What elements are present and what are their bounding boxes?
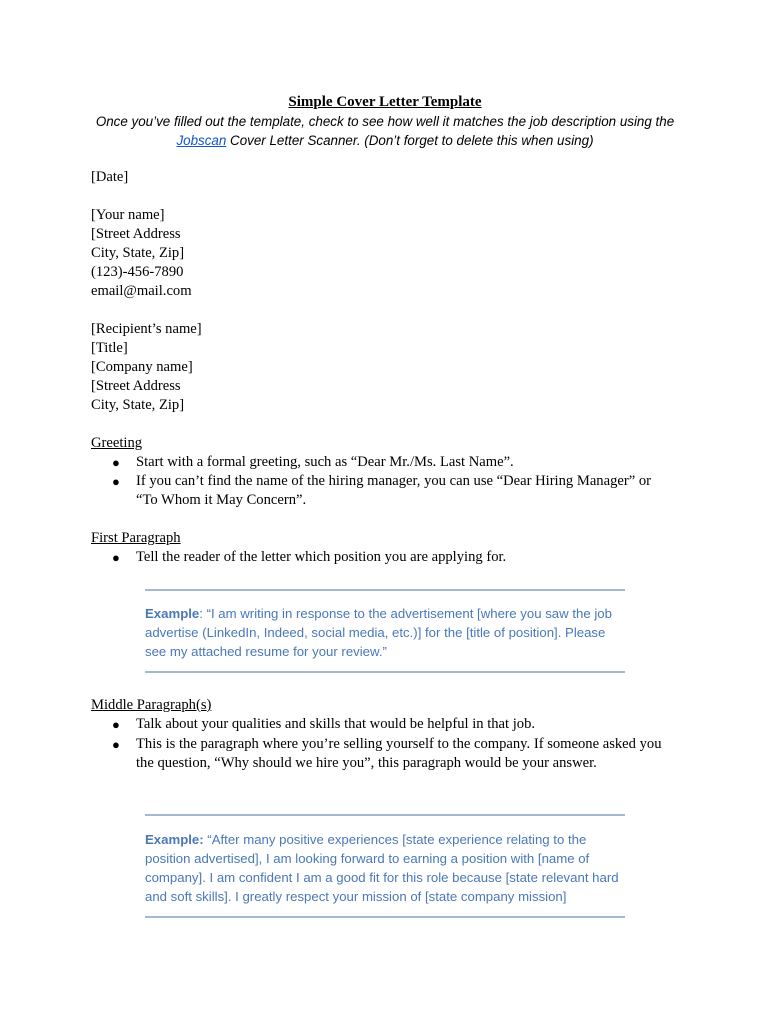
greeting-bullet <box>112 472 672 510</box>
middle-paragraph-heading: Middle Paragraph(s) <box>91 697 212 713</box>
bullet-text: Start with a formal greeting, such as “Dear Mr./Ms. Last Name”. <box>136 454 514 470</box>
instructions-text-1: Once you’ve filled out the template, check to see how well it matches the job description using the <box>95 114 675 129</box>
instructions-text-2: Cover Letter Scanner. (Don’t forget to delete this when using) <box>226 132 594 148</box>
sender-phone: (123)-456-7890 <box>91 264 184 280</box>
bullet-icon: ● <box>112 737 120 752</box>
recipient-title: [Title] <box>91 340 128 356</box>
sender-street: [Street Address <box>91 226 181 242</box>
first-paragraph-bullet <box>112 548 672 567</box>
example-label: Example: <box>145 832 204 847</box>
sender-name: [Your name] <box>91 207 165 223</box>
jobscan-link[interactable]: Jobscan <box>176 132 227 148</box>
example-label: Example <box>145 606 200 621</box>
date-line: [Date] <box>91 169 129 185</box>
sender-city: City, State, Zip] <box>91 245 185 261</box>
example-text: : “I am writing in response to the advertisement [where you saw the job advertise (LinkedIn, Indeed, social media, etc.)] for the [title of position]. Please see my attached resume for your review.” <box>145 606 612 659</box>
first-paragraph-example <box>145 589 625 673</box>
bullet-text: Talk about your qualities and skills that would be helpful in that job. <box>136 716 536 732</box>
middle-paragraph-bullet <box>112 735 672 773</box>
recipient-city: City, State, Zip] <box>91 397 185 413</box>
first-paragraph-heading: First Paragraph <box>91 530 181 546</box>
document-title: Simple Cover Letter Template <box>288 94 482 110</box>
instructions-note <box>80 113 690 150</box>
bullet-icon: ● <box>112 717 120 732</box>
middle-paragraph-example <box>145 814 625 918</box>
recipient-name: [Recipient’s name] <box>91 321 202 337</box>
bullet-text: Tell the reader of the letter which position you are applying for. <box>136 549 507 565</box>
recipient-company: [Company name] <box>91 359 193 375</box>
sender-email: email@mail.com <box>91 283 192 299</box>
bullet-icon: ● <box>112 550 120 565</box>
bullet-text: This is the paragraph where you’re selling yourself to the company. If someone asked you the question, “Why should we hire you”, this paragraph would be your answer. <box>136 736 662 771</box>
greeting-heading: Greeting <box>91 435 143 451</box>
bullet-icon: ● <box>112 474 120 489</box>
bullet-icon: ● <box>112 455 120 470</box>
recipient-street: [Street Address <box>91 378 181 394</box>
bullet-text: If you can’t find the name of the hiring manager, you can use “Dear Hiring Manager” or “To Whom it May Concern”. <box>136 473 651 508</box>
example-text: “After many positive experiences [state experience relating to the position advertised], I am looking forward to earning a position with [name of company]. I am confident I am a good fit for this role because [state relevant hard and soft skills]. I greatly respect your mission of [state company mission] <box>145 832 619 904</box>
greeting-bullet <box>112 453 672 472</box>
middle-paragraph-bullet <box>112 715 672 734</box>
